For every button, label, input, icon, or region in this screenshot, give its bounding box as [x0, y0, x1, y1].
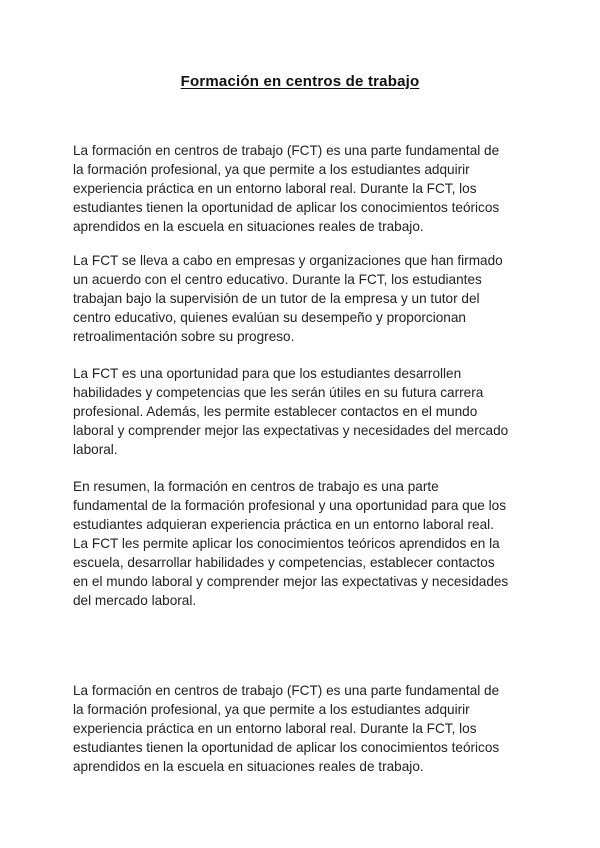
text-line: experiencia práctica en un entorno laboral real. Durante la FCT, los	[73, 181, 477, 196]
text-line: La FCT les permite aplicar los conocimientos teóricos aprendidos en la	[73, 536, 500, 551]
text-line: un acuerdo con el centro educativo. Durante la FCT, los estudiantes	[73, 272, 482, 287]
text-line: La FCT es una oportunidad para que los estudiantes desarrollen	[73, 366, 462, 381]
text-line: retroalimentación sobre su progreso.	[73, 329, 295, 344]
text-line: aprendidos en la escuela en situaciones reales de trabajo.	[73, 759, 424, 774]
paragraph-companies	[73, 251, 533, 346]
document-title: Formación en centros de trabajo	[180, 73, 420, 90]
text-line: fundamental de la formación profesional y una oportunidad para que los	[73, 498, 507, 513]
paragraph-intro	[73, 141, 533, 236]
text-line: habilidades y competencias que les serán útiles en su futura carrera	[73, 385, 484, 400]
text-line: estudiantes tienen la oportunidad de aplicar los conocimientos teóricos	[73, 200, 500, 215]
text-line: trabajan bajo la supervisión de un tutor de la empresa y un tutor del	[73, 291, 480, 306]
text-line: En resumen, la formación en centros de trabajo es una parte	[73, 479, 439, 494]
paragraph-intro-repeat	[73, 681, 533, 776]
text-line: La formación en centros de trabajo (FCT) es una parte fundamental de	[73, 683, 500, 698]
text-line: escuela, desarrollar habilidades y competencias, establecer contactos	[73, 555, 495, 570]
text-line: del mercado laboral.	[73, 593, 197, 608]
text-line: la formación profesional, ya que permite a los estudiantes adquirir	[73, 162, 470, 177]
paragraph-summary	[73, 477, 533, 610]
text-line: estudiantes adquieran experiencia práctica en un entorno laboral real.	[73, 517, 494, 532]
paragraph-opportunity	[73, 364, 533, 459]
text-line: La formación en centros de trabajo (FCT) es una parte fundamental de	[73, 143, 500, 158]
text-line: centro educativo, quienes evalúan su desempeño y proporcionan	[73, 310, 466, 325]
text-line: aprendidos en la escuela en situaciones reales de trabajo.	[73, 219, 424, 234]
text-line: experiencia práctica en un entorno laboral real. Durante la FCT, los	[73, 721, 477, 736]
text-line: La FCT se lleva a cabo en empresas y organizaciones que han firmado	[73, 253, 503, 268]
text-line: en el mundo laboral y comprender mejor las expectativas y necesidades	[73, 574, 509, 589]
text-line: profesional. Además, les permite establecer contactos en el mundo	[73, 404, 478, 419]
text-line: la formación profesional, ya que permite a los estudiantes adquirir	[73, 702, 470, 717]
text-line: laboral y comprender mejor las expectativas y necesidades del mercado	[73, 423, 509, 438]
text-line: estudiantes tienen la oportunidad de aplicar los conocimientos teóricos	[73, 740, 500, 755]
text-line: laboral.	[73, 442, 118, 457]
